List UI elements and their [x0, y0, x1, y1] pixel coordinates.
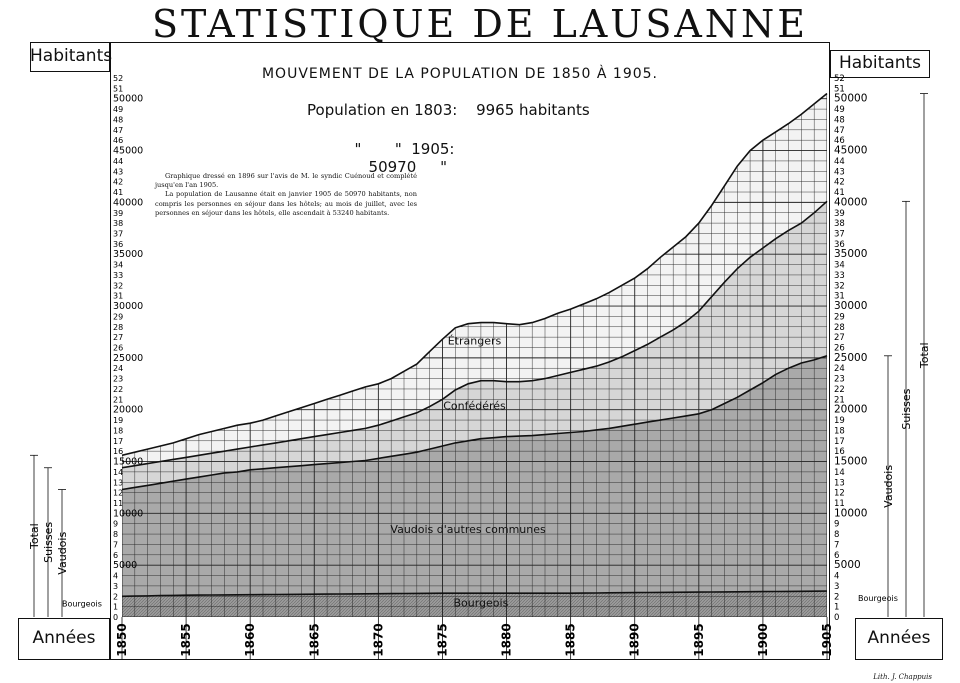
side-label-vaudois-left: Vaudois	[56, 531, 69, 575]
y-tick-right-11000: 11	[834, 498, 845, 509]
x-tick-label-1855: 1855	[179, 623, 194, 657]
x-tick-label-1880: 1880	[499, 623, 514, 657]
y-tick-right-32000: 32	[834, 281, 845, 292]
y-tick-left-50000: 50000	[113, 93, 144, 105]
y-tick-right-41000: 41	[834, 188, 845, 199]
y-tick-right-20000: 20000	[834, 403, 868, 416]
y-tick-left-47000: 47	[113, 125, 124, 135]
y-tick-left-19000: 19	[113, 416, 124, 426]
y-tick-left-9000: 9	[113, 519, 119, 529]
left-habitants-header: Habitants	[30, 46, 113, 66]
y-tick-right-3000: 3	[834, 581, 840, 592]
y-tick-left-6000: 6	[113, 550, 119, 560]
y-tick-left-20000: 20000	[113, 404, 144, 416]
y-tick-right-5000: 5000	[834, 559, 861, 572]
y-tick-right-52000: 52	[834, 74, 845, 84]
y-tick-left-44000: 44	[113, 156, 124, 166]
y-tick-left-10000: 10000	[113, 508, 144, 520]
x-tick-label-1890: 1890	[627, 623, 642, 657]
y-tick-left-38000: 38	[113, 219, 124, 229]
population-1905-label: " " 1905:	[354, 140, 455, 158]
y-tick-left-34000: 34	[113, 260, 124, 270]
y-tick-right-39000: 39	[834, 208, 845, 219]
x-tick-label-1895: 1895	[691, 623, 706, 657]
y-tick-left-16000: 16	[113, 447, 124, 457]
side-label-total-left: Total	[28, 523, 41, 550]
y-tick-right-4000: 4	[834, 571, 840, 582]
y-tick-left-7000: 7	[113, 540, 119, 550]
y-tick-right-18000: 18	[834, 426, 845, 437]
side-label-suisses-left: Suisses	[42, 521, 55, 563]
y-tick-left-51000: 51	[113, 84, 124, 94]
y-tick-right-28000: 28	[834, 322, 845, 333]
right-habitants-header: Habitants	[838, 53, 922, 73]
y-tick-right-2000: 2	[834, 592, 840, 603]
y-tick-right-15000: 15000	[834, 455, 868, 468]
y-tick-right-14000: 14	[834, 467, 845, 478]
y-tick-right-44000: 44	[834, 156, 845, 167]
y-tick-left-45000: 45000	[113, 145, 144, 157]
side-label-bourgeois-left: Bourgeois	[62, 599, 102, 609]
y-tick-right-49000: 49	[834, 105, 845, 116]
y-tick-left-21000: 21	[113, 395, 124, 405]
y-tick-left-33000: 33	[113, 270, 124, 280]
side-label-suisses-right: Suisses	[900, 388, 913, 430]
chart-subtitle: MOUVEMENT DE LA POPULATION DE 1850 À 1905.	[261, 66, 659, 82]
y-tick-right-16000: 16	[834, 447, 845, 458]
y-tick-left-25000: 25000	[113, 352, 144, 364]
series-label-3: Bourgeois	[453, 596, 509, 610]
y-tick-right-40000: 40000	[834, 196, 868, 209]
y-tick-left-26000: 26	[113, 343, 124, 353]
y-tick-right-42000: 42	[834, 177, 845, 188]
y-tick-left-37000: 37	[113, 229, 124, 239]
y-tick-left-13000: 13	[113, 478, 124, 488]
y-tick-right-25000: 25000	[834, 351, 868, 364]
y-tick-left-39000: 39	[113, 208, 124, 218]
y-tick-right-31000: 31	[834, 291, 845, 302]
y-tick-right-51000: 51	[834, 84, 845, 95]
y-tick-right-48000: 48	[834, 115, 845, 126]
series-label-1: Confédérés	[443, 399, 506, 413]
y-tick-right-7000: 7	[834, 540, 840, 551]
x-tick-label-1885: 1885	[563, 623, 578, 657]
left-annees-header: Années	[32, 628, 96, 648]
y-tick-right-37000: 37	[834, 229, 845, 240]
y-tick-left-52000: 52	[113, 74, 124, 83]
y-tick-right-43000: 43	[834, 167, 845, 178]
y-tick-left-14000: 14	[113, 467, 124, 477]
y-tick-right-33000: 33	[834, 270, 845, 281]
y-tick-left-31000: 31	[113, 291, 124, 301]
y-tick-left-40000: 40000	[113, 197, 144, 209]
y-tick-left-27000: 27	[113, 333, 124, 343]
y-tick-left-41000: 41	[113, 188, 124, 198]
y-tick-left-11000: 11	[113, 498, 124, 508]
x-tick-label-1860: 1860	[243, 623, 258, 657]
y-tick-right-12000: 12	[834, 488, 845, 499]
y-tick-left-15000: 15000	[113, 456, 144, 468]
y-tick-right-22000: 22	[834, 384, 845, 395]
note-paragraph-2: La population de Lausanne était en janvier 1905 de 50970 habitants, non compris les personnes en séjour dans les hôtels; au mois de juillet, avec les personnes en séjour dans les hôtels, elle ascendait à 53240 habitants.	[155, 190, 417, 217]
y-tick-right-10000: 10000	[834, 507, 868, 520]
y-tick-right-45000: 45000	[834, 144, 868, 157]
y-tick-left-28000: 28	[113, 322, 124, 332]
y-tick-right-6000: 6	[834, 550, 840, 561]
y-tick-left-12000: 12	[113, 488, 124, 498]
y-tick-right-19000: 19	[834, 416, 845, 427]
side-label-bourgeois-right: Bourgeois	[858, 594, 898, 604]
y-tick-left-23000: 23	[113, 374, 124, 384]
y-tick-left-4000: 4	[113, 571, 119, 581]
y-tick-right-29000: 29	[834, 312, 845, 323]
note-paragraph-1: Graphique dressé en 1896 sur l'avis de M. le syndic Cuénoud et complété jusqu'en l'an 1905.	[155, 172, 417, 190]
x-tick-label-1870: 1870	[371, 623, 386, 657]
y-tick-left-22000: 22	[113, 384, 124, 394]
y-tick-right-47000: 47	[834, 125, 845, 136]
y-tick-left-3000: 3	[113, 581, 119, 591]
y-tick-left-36000: 36	[113, 239, 124, 249]
lithographer-signature: Lith. J. Chappuis	[873, 673, 932, 681]
y-tick-left-24000: 24	[113, 364, 124, 374]
y-tick-right-50000: 50000	[834, 92, 868, 105]
y-tick-right-34000: 34	[834, 260, 845, 271]
y-tick-right-36000: 36	[834, 239, 845, 250]
x-tick-label-1905: 1905	[820, 623, 834, 657]
y-tick-left-18000: 18	[113, 426, 124, 436]
y-tick-left-43000: 43	[113, 167, 124, 177]
y-tick-right-21000: 21	[834, 395, 845, 406]
y-tick-left-35000: 35000	[113, 249, 144, 261]
y-tick-left-49000: 49	[113, 105, 124, 115]
y-tick-left-42000: 42	[113, 177, 124, 187]
main-title: STATISTIQUE DE LAUSANNE	[151, 2, 809, 46]
y-tick-left-30000: 30000	[113, 301, 144, 313]
y-tick-right-38000: 38	[834, 219, 845, 230]
y-tick-right-13000: 13	[834, 478, 845, 489]
y-tick-right-27000: 27	[834, 333, 845, 344]
y-tick-right-24000: 24	[834, 364, 845, 375]
y-tick-right-8000: 8	[834, 530, 840, 541]
y-tick-right-0: 0	[834, 613, 840, 623]
x-tick-label-1865: 1865	[307, 623, 322, 657]
series-label-2: Vaudois d'autres communes	[390, 523, 546, 537]
y-tick-right-1000: 1	[834, 602, 840, 613]
y-tick-right-46000: 46	[834, 136, 845, 147]
y-tick-left-32000: 32	[113, 281, 124, 291]
x-tick-label-1850: 1850	[115, 623, 129, 657]
y-tick-left-17000: 17	[113, 436, 124, 446]
y-tick-left-0: 0	[113, 613, 119, 622]
y-tick-left-2000: 2	[113, 592, 119, 602]
population-1803-value: 9965 habitants	[476, 101, 590, 119]
y-tick-left-1000: 1	[113, 602, 119, 612]
side-label-total-right: Total	[918, 342, 931, 369]
y-tick-left-29000: 29	[113, 312, 124, 322]
y-tick-left-5000: 5000	[113, 560, 138, 572]
x-tick-label-1900: 1900	[755, 623, 770, 657]
y-tick-left-8000: 8	[113, 530, 119, 540]
side-label-vaudois-right: Vaudois	[882, 464, 895, 508]
y-tick-right-26000: 26	[834, 343, 845, 354]
series-label-0: Étrangers	[447, 334, 502, 348]
y-tick-right-30000: 30000	[834, 300, 868, 313]
population-1905-value: 50970 "	[368, 158, 448, 176]
y-tick-left-48000: 48	[113, 115, 124, 125]
y-tick-right-9000: 9	[834, 519, 840, 530]
population-1803-label: Population en 1803:	[307, 101, 458, 119]
y-tick-right-35000: 35000	[834, 248, 868, 261]
y-tick-left-46000: 46	[113, 136, 124, 146]
y-tick-right-17000: 17	[834, 436, 845, 447]
y-tick-right-23000: 23	[834, 374, 845, 385]
right-annees-header: Années	[867, 628, 931, 648]
x-tick-label-1875: 1875	[435, 623, 450, 657]
